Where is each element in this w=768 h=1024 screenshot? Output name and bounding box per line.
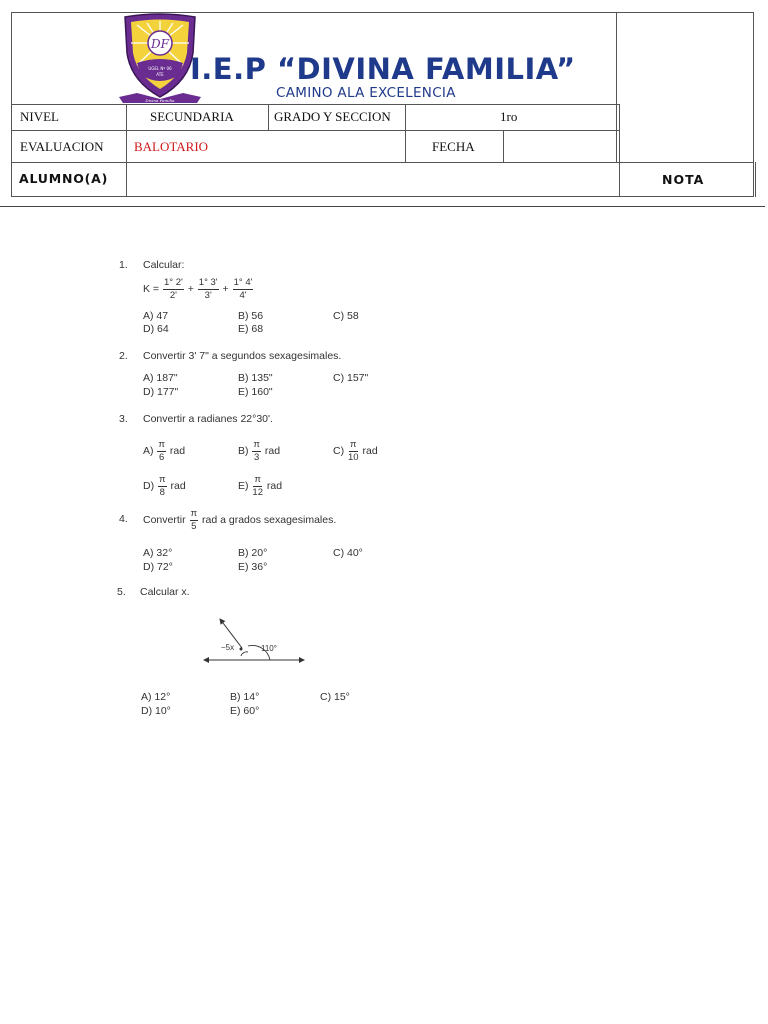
q4-number: 4. bbox=[119, 513, 128, 525]
q1-prompt: Calcular: bbox=[143, 259, 185, 271]
q3-option-e-unit: rad bbox=[266, 479, 283, 492]
q1-frac-3 bbox=[233, 278, 254, 300]
q3-option-a bbox=[143, 440, 185, 462]
q5-prompt: Calcular x. bbox=[140, 586, 190, 598]
q4-option-d: D) 72° bbox=[143, 561, 173, 573]
q2-option-d: D) 177" bbox=[143, 386, 179, 398]
q3-option-d-den: 8 bbox=[159, 486, 165, 498]
q1-option-c: C) 58 bbox=[333, 310, 359, 322]
q3-option-b-num: π bbox=[253, 439, 260, 450]
nivel-label: NIVEL bbox=[20, 109, 59, 124]
q3-option-a-unit: rad bbox=[169, 444, 186, 457]
q3-option-d bbox=[143, 475, 186, 497]
q3-option-a-letter: A) bbox=[143, 444, 154, 457]
fecha-label: FECHA bbox=[432, 139, 475, 154]
header-separator bbox=[0, 206, 765, 207]
nivel-value: SECUNDARIA bbox=[150, 109, 234, 124]
school-title: I.E.P “DIVINA FAMILIA” bbox=[190, 52, 576, 86]
q3-option-c bbox=[333, 440, 378, 462]
q1-option-a: A) 47 bbox=[143, 310, 169, 322]
q2-option-b: B) 135" bbox=[238, 372, 273, 384]
q1-formula bbox=[143, 278, 254, 300]
q5-option-e: E) 60° bbox=[230, 705, 260, 717]
q3-option-e-letter: E) bbox=[238, 479, 249, 492]
q1-frac-2-num: 1° 3' bbox=[198, 277, 218, 288]
q5-angle-figure bbox=[200, 612, 310, 670]
evaluacion-label: EVALUACION bbox=[20, 139, 104, 154]
q3-option-d-num: π bbox=[159, 474, 166, 485]
q5-option-a: A) 12° bbox=[141, 691, 171, 703]
q3-option-d-unit: rad bbox=[170, 479, 186, 492]
q3-option-a-den: 6 bbox=[159, 451, 165, 463]
q3-option-e-num: π bbox=[254, 474, 261, 485]
q3-option-b-unit: rad bbox=[264, 444, 281, 457]
q1-frac-1-den: 2' bbox=[169, 289, 177, 301]
q3-number: 3. bbox=[119, 413, 128, 425]
q4-frac-den: 5 bbox=[191, 520, 197, 532]
evaluacion-value: BALOTARIO bbox=[134, 139, 209, 154]
q1-frac-3-num: 1° 4' bbox=[233, 277, 253, 288]
q1-number: 1. bbox=[119, 259, 128, 271]
q3-option-c-num: π bbox=[350, 439, 357, 450]
q2-number: 2. bbox=[119, 350, 128, 362]
q3-option-b-den: 3 bbox=[254, 451, 260, 463]
q5-option-b: B) 14° bbox=[230, 691, 260, 703]
q3-option-e-den: 12 bbox=[252, 486, 263, 498]
q3-option-c-letter: C) bbox=[333, 444, 345, 457]
q3-option-c-unit: rad bbox=[362, 444, 378, 457]
q1-frac-2 bbox=[198, 278, 219, 300]
q3-option-b bbox=[238, 440, 280, 462]
school-slogan: CAMINO ALA EXCELENCIA bbox=[276, 85, 456, 101]
q4-frac-num: π bbox=[190, 508, 198, 519]
q3-option-a-num: π bbox=[158, 439, 165, 450]
q4-prompt-after: rad a grados sexagesimales. bbox=[202, 513, 337, 526]
q3-option-e bbox=[238, 475, 282, 497]
q4-option-a: A) 32° bbox=[143, 547, 173, 559]
q1-frac-2-den: 3' bbox=[204, 289, 212, 301]
logo-ate-text: ATE bbox=[156, 72, 164, 77]
q4-option-b: B) 20° bbox=[238, 547, 268, 559]
q5-label-110: 110° bbox=[261, 644, 277, 653]
grado-label: GRADO Y SECCION bbox=[274, 109, 391, 124]
q5-label-5x: −5x bbox=[221, 643, 235, 652]
q1-frac-1-num: 1° 2' bbox=[163, 277, 183, 288]
q5-number: 5. bbox=[117, 586, 126, 598]
q4-prompt bbox=[143, 509, 336, 531]
q1-plus-2: + bbox=[222, 282, 229, 295]
q1-option-d: D) 64 bbox=[143, 323, 169, 335]
q1-frac-3-den: 4' bbox=[239, 289, 247, 301]
q1-formula-lhs: K = bbox=[143, 282, 160, 295]
q1-frac-1 bbox=[163, 278, 184, 300]
q1-option-b: B) 56 bbox=[238, 310, 264, 322]
q2-option-c: C) 157" bbox=[333, 372, 369, 384]
alumno-label: ALUMNO(A) bbox=[19, 171, 109, 186]
q5-option-d: D) 10° bbox=[141, 705, 171, 717]
q3-option-d-letter: D) bbox=[143, 479, 155, 492]
q3-prompt: Convertir a radianes 22°30'. bbox=[143, 413, 273, 425]
q1-option-e: E) 68 bbox=[238, 323, 264, 335]
logo-monogram: DF bbox=[151, 37, 169, 51]
q3-option-b-letter: B) bbox=[238, 444, 249, 457]
q2-option-a: A) 187" bbox=[143, 372, 178, 384]
q3-option-c-den: 10 bbox=[348, 451, 359, 463]
grado-value: 1ro bbox=[500, 109, 518, 124]
nota-label: NOTA bbox=[662, 172, 705, 187]
q4-option-e: E) 36° bbox=[238, 561, 268, 573]
q1-plus-1: + bbox=[187, 282, 194, 295]
q2-prompt: Convertir 3' 7" a segundos sexagesimales. bbox=[143, 350, 342, 362]
alumno-field[interactable] bbox=[128, 164, 618, 195]
logo-ugel-text: UGEL Nº 06 bbox=[148, 66, 172, 71]
q2-option-e: E) 160" bbox=[238, 386, 273, 398]
q4-option-c: C) 40° bbox=[333, 547, 363, 559]
q5-option-c: C) 15° bbox=[320, 691, 350, 703]
q4-prompt-before: Convertir bbox=[143, 513, 186, 526]
logo-ribbon-text: Divina Familia bbox=[145, 98, 175, 103]
